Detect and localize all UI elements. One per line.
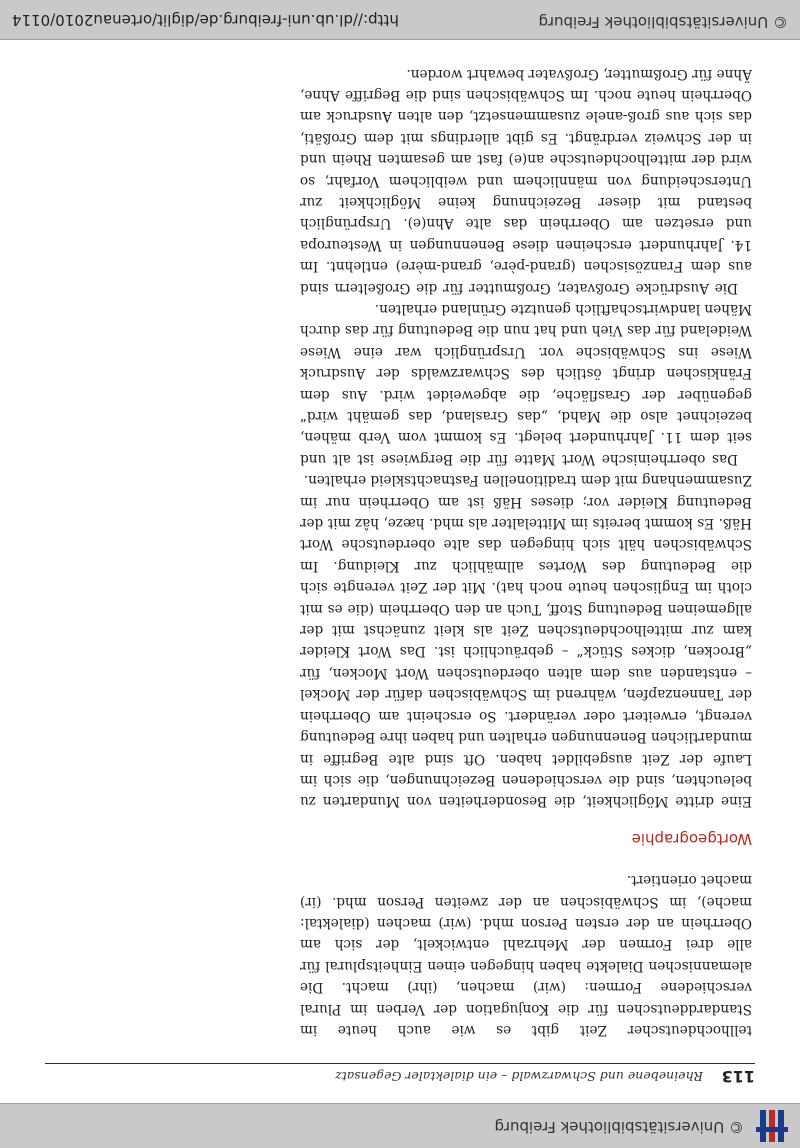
footer-copyright: © Universitätsbibliothek Freiburg	[538, 13, 788, 31]
viewer-top-banner	[0, 1103, 800, 1148]
running-title: Rheinebene und Schwarzwald – ein dialektaler Gegensatz	[335, 1069, 703, 1084]
ub-freiburg-logo-icon	[754, 1106, 790, 1146]
page-number: 113	[721, 1067, 755, 1086]
viewer-footer-bar	[0, 0, 800, 40]
paragraph: Das oberrheinische Wort Matte für die Bergwiese ist alt und seit dem 11. Jahrhundert belegt. Es kommt vom Verb mähen, bezeichnet also die Mahd, „das Grasland, das gemäht wird“ gegenüber der Grasfläche, die abgeweidet wird. Aus dem Fränkischen dringt östlich des Schwarzwalds der Ausdruck Wiese ins Schwäbische vor. Ursprünglich war eine Wiese Weideland für das Vieh und hat nun die Bedeutung für das durch Mähen landwirtschaftlich genutzte Grünland erhalten.	[300, 301, 752, 467]
body-text	[300, 62, 752, 1040]
paragraph: tellhochdeutscher Zeit gibt es wie auch heute im Standarddeutschen für die Konjugation der Verben im Plural verschiedene Formen: (wir) machen, (ihr) macht. Die alemannischen Dialekte haben hingegen einen Einheitsplural für alle drei Formen der Mehrzahl entwickelt, der sich am Oberrhein an der ersten Person mhd. (wir) machen (dialektal: mache), im Schwäbischen an der zweiten Person mhd. (ir) machet orientiert.	[300, 872, 752, 1038]
paragraph: Eine dritte Möglichkeit, die Besonderheiten von Mundarten zu beleuchten, sind die verschiedenen Bezeichnungen, die sich im Laufe der Zeit ausgebildet haben. Oft sind alte Begriffe in mundartlichen Benennungen erhalten und haben ihre Bedeutung verengt, erweitert oder verändert. So erscheint am Oberrhein der Tannenzapfen, während im Schwäbischen dafür der Mockel – entstanden aus dem alten oberdeutschen Wort Mocken, für „Brocken, dickes Stück“ – gebräuchlich ist. Das Wort Kleider kam zur mittelhochdeutschen Zeit als kleit zunächst mit der allgemeinen Bedeutung Stoff, Tuch an den Oberrhein (die es mit cloth im Englischen heute noch hat). Mit der Zeit verengte sich die Bedeutung des Wortes allmählich zur Kleidung. Im Schwäbischen hält sich hingegen das alte oberdeutsche Wort Häß. Es kommt bereits im Mittelalter als mhd. hæze, hâz mit der Bedeutung Kleider vor; dieses Häß ist am Oberrhein nur im Zusammenhang mit dem traditionellen Fastnachtskleid erhalten.	[300, 472, 752, 810]
banner-copyright: © Universitätsbibliothek Freiburg	[494, 1118, 744, 1136]
page-url-link[interactable]: http://dl.ub.uni-freiburg.de/diglit/ortenau2010/0114	[12, 11, 399, 29]
section-heading: Wortgeographie	[631, 829, 752, 848]
paragraph: Die Ausdrücke Großvater, Großmutter für die Großeltern sind aus dem Französischen (grand-père, grand-mère) entlehnt. Im 14. Jahrhundert erscheinen diese Benennungen in Westeuropa und ersetzen am Oberrhein das alte Ahn(e). Ursprünglich bestand mit dieser Bezeichnung keine Möglichkeit zur Unterscheidung von männlichem und weiblichem Vorfahr, so wird der mittelhochdeutsche an(e) fast am gesamten Rhein und in der Schweiz verdrängt. Es gibt allerdings mit dem Großäti, das sich aus groß-anele zusammensetzt, den alten Ausdruck am Oberrhein heute noch. Im Schwäbischen sind die Begriffe Ahne, Ähne für Großmutter, Großvater bewahrt worden.	[300, 65, 752, 296]
running-header	[45, 1063, 755, 1088]
